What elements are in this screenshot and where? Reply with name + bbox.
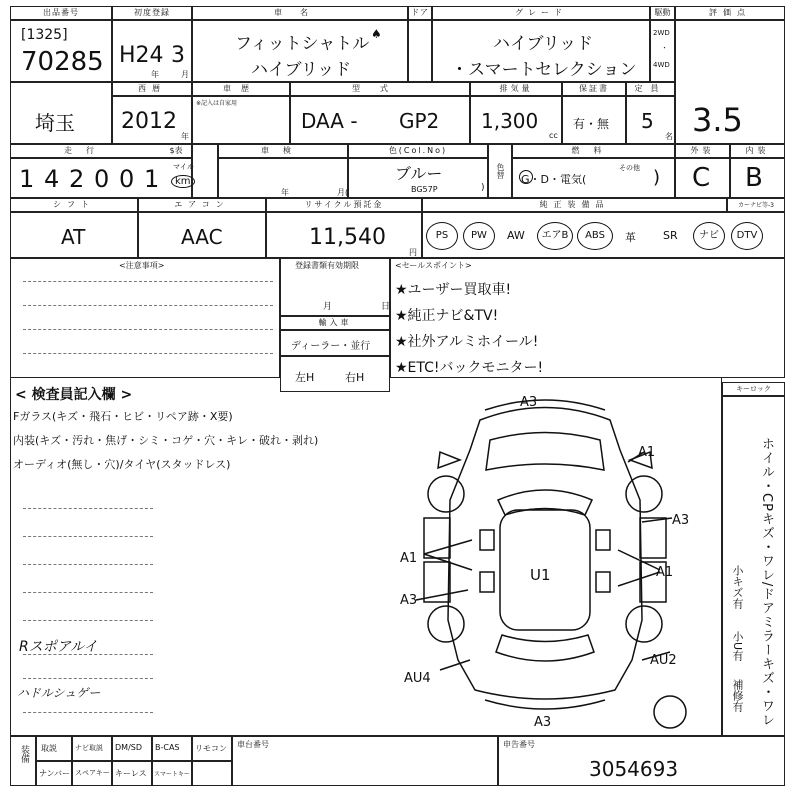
acc-smart-key: [152, 761, 192, 786]
acc-empty: [192, 761, 232, 786]
acc-manual-label: 取説: [41, 744, 57, 753]
key-type-label-cell: [727, 198, 785, 212]
inspection-label: 車検: [261, 146, 305, 155]
fuel-options: G・D・電気(: [521, 173, 587, 186]
displacement: 1,300: [481, 109, 539, 133]
vin-cell: [232, 736, 498, 786]
car-name-line2: ハイブリッド: [251, 60, 352, 80]
mark-rear-left: AU4: [404, 671, 431, 686]
model-year-unit: 年: [181, 132, 189, 141]
door-label-cell: [408, 6, 432, 20]
equip-pw: PW: [463, 222, 495, 250]
equip-aw: AW: [507, 229, 525, 242]
displacement-cell: [470, 96, 562, 144]
mileage-cell: [10, 158, 192, 198]
warranty-label-cell: [562, 82, 626, 96]
side-note-2: 小キズ有: [731, 565, 744, 609]
km-circled: km: [171, 175, 195, 188]
lot-prefix: [1325]: [21, 27, 68, 43]
score-cell: [675, 20, 785, 144]
body-note: ※記入は自家用: [196, 100, 238, 107]
mileage-sub-cell: [192, 144, 218, 198]
mileage-digit-1: 1: [19, 165, 35, 193]
equip-dtv: DTV: [731, 222, 763, 250]
side-note-4: 補修有: [731, 679, 744, 712]
side-notes-cell: [722, 396, 785, 736]
caution-line-3: [23, 329, 273, 330]
interior-line: 内装(キズ・汚れ・焦げ・シミ・コゲ・穴・キレ・破れ・剥れ): [13, 434, 319, 447]
drive-dot: ・: [661, 44, 668, 52]
mark-left-doors: A1: [400, 551, 418, 566]
reg-doc-cell: [280, 258, 390, 316]
sales-point-2: ★純正ナビ&TV!: [395, 308, 499, 324]
fuel-selected-circle: [519, 170, 533, 184]
insp-line-8: [23, 712, 153, 713]
handwritten-note-2: ハドルシュゲー: [17, 686, 101, 700]
mark-left-rear: A3: [400, 593, 418, 608]
body-label: 車歴: [223, 84, 259, 93]
recycle-value: 11,540: [309, 225, 386, 250]
pref-cell: [10, 82, 112, 144]
acc-keyless-label: キーレス: [115, 769, 147, 778]
model-year-label: 西暦: [138, 84, 166, 93]
body-label-cell: [192, 82, 290, 96]
color-paren: ): [481, 183, 485, 193]
grade-line1: ハイブリッド: [493, 34, 594, 54]
capacity-unit: 名: [665, 132, 673, 141]
acc-remote-label: リモコン: [195, 744, 227, 753]
sales-point-1: ★ユーザー買取車!: [395, 282, 512, 298]
left-handle: 左H: [295, 371, 315, 384]
color-label-cell: [348, 144, 488, 158]
body-cell: [192, 96, 290, 144]
type-cell: [290, 96, 470, 144]
windshield-line: Fガラス(キズ・飛石・ヒビ・リペア跡・X要): [13, 410, 233, 423]
mark-rear-right: AU2: [650, 653, 677, 668]
capacity-label: 定員: [634, 84, 667, 93]
recycle-label: リサイクル預託金: [304, 200, 384, 209]
acc-spare-key-label: スペアキー: [75, 769, 110, 777]
equip-ps: PS: [426, 222, 458, 250]
shift-value: AT: [61, 225, 86, 249]
car-name-label-cell: [192, 6, 408, 20]
side-note-3: 小U有: [731, 631, 744, 662]
mark-front-top: A3: [520, 395, 538, 410]
car-name-line1: フィットシャトル: [235, 34, 370, 54]
color-label: 色(Col.No): [388, 146, 448, 155]
acc-plate: [36, 761, 72, 786]
grade-line2: ・スマートセレクション: [451, 60, 637, 80]
sales-point-3: ★社外アルミホイール!: [395, 334, 539, 350]
side-note-1: ホイル・CPキズ・ワレ/ドアミラーキズ・ワレ: [759, 437, 774, 728]
lot-label-cell: [10, 6, 112, 20]
key-lock-label: キーロック: [736, 385, 771, 393]
type-code1: DAA -: [301, 109, 358, 133]
insp-month-unit: 月(: [337, 188, 349, 197]
dealer-cell: [280, 330, 390, 356]
mileage-sub-label: $表: [169, 146, 183, 155]
acc-manual: [36, 736, 72, 761]
key-type-label: カーナビ等-3: [738, 202, 774, 209]
color-value: ブルー: [395, 164, 443, 183]
insp-line-3: [23, 564, 153, 565]
handwritten-note-1: Rスポアルイ: [19, 639, 98, 655]
import-label-cell: [280, 316, 390, 330]
lot-number: 70285: [21, 47, 104, 77]
maker-mark-icon: ♠: [371, 27, 382, 41]
drive-cell: [650, 20, 675, 82]
door-cell: [408, 20, 432, 82]
car-damage-diagram: [380, 390, 720, 736]
shift-cell: [10, 212, 138, 258]
insp-line-7: [23, 678, 153, 679]
reg-doc-label: 登録書類有効期限: [295, 261, 359, 270]
fuel-paren: ): [653, 167, 661, 188]
capacity: 5: [641, 109, 654, 133]
interior-cell: [730, 158, 785, 198]
drive-4wd: 4WD: [653, 61, 670, 69]
mileage-digit-3: 2: [69, 165, 85, 193]
caution-line-2: [23, 305, 273, 306]
acc-navi-manual: [72, 736, 112, 761]
equipment-cell: [422, 212, 785, 258]
sales-point-4: ★ETC!バックモニター!: [395, 360, 544, 376]
acc-bcas-label: B-CAS: [155, 743, 180, 752]
cc-unit: cc: [549, 131, 558, 140]
serial-number: 3054693: [589, 757, 679, 781]
acc-bcas: [152, 736, 192, 761]
door-label: ドア: [411, 8, 429, 17]
mileage-digit-4: 0: [94, 165, 110, 193]
displacement-label: 排気量: [499, 84, 533, 93]
grade-label: グレード: [515, 8, 567, 17]
first-reg-cell: [112, 20, 192, 82]
acc-dmsd-label: DM/SD: [115, 743, 142, 752]
type-label-cell: [290, 82, 470, 96]
shift-label-cell: [10, 198, 138, 212]
mileage-label: 走行: [64, 146, 108, 155]
interior-label: 内装: [745, 146, 770, 155]
displacement-label-cell: [470, 82, 562, 96]
caution-label: <注意事項>: [119, 261, 165, 270]
equipment-label: 純正装備品: [539, 200, 610, 209]
car-name-cell: [192, 20, 408, 82]
exterior-label: 外装: [690, 146, 715, 155]
lot-cell: [10, 20, 112, 82]
insp-line-2: [23, 536, 153, 537]
mileage-digit-5: 0: [119, 165, 135, 193]
warranty-label: 保証書: [579, 84, 609, 93]
exterior-label-cell: [675, 144, 730, 158]
audio-tire-line: オーディオ(無し・穴)/タイヤ(スタッドレス): [13, 458, 231, 471]
prefecture: 埼玉: [35, 111, 75, 135]
accessories-label: 装備: [19, 745, 29, 763]
recycle-cell: [266, 212, 422, 258]
recycle-label-cell: [266, 198, 422, 212]
mark-right-doors: A1: [656, 565, 674, 580]
model-year-cell: [112, 96, 192, 144]
serial-label: 申告番号: [503, 740, 535, 749]
acc-remote: [192, 736, 232, 761]
insp-year-unit: 年: [281, 188, 289, 197]
acc-spare-key: [72, 761, 112, 786]
dealer-parallel: ディーラー・並行: [291, 341, 371, 352]
drive-label: 駆動: [654, 8, 671, 17]
mark-right-side: A3: [672, 513, 690, 528]
drive-label-cell: [650, 6, 675, 20]
inspection-cell: [218, 158, 348, 198]
reg-doc-day: 日: [381, 302, 391, 312]
inspector-title: < 検査員記入欄 >: [15, 387, 133, 403]
right-handle: 右H: [345, 371, 365, 384]
acc-plate-label: ナンバー: [39, 769, 71, 778]
grade-label-cell: [432, 6, 650, 20]
serial-cell: [498, 736, 785, 786]
score-label-cell: [675, 6, 785, 20]
drive-2wd: 2WD: [653, 29, 670, 37]
interior-grade: B: [745, 163, 763, 193]
acc-navi-manual-label: ナビ取説: [75, 744, 103, 752]
type-code2: GP2: [399, 109, 440, 133]
reg-doc-month: 月: [323, 302, 333, 312]
score-value: 3.5: [692, 101, 743, 139]
model-year: 2012: [121, 109, 177, 134]
fuel-label-cell: [512, 144, 675, 158]
capacity-cell: [626, 96, 675, 144]
accessories-label-cell: [10, 736, 36, 786]
first-reg-label-cell: [112, 6, 192, 20]
equipment-label-cell: [422, 198, 727, 212]
key-lock-label-cell: [722, 382, 785, 396]
acc-smart-key-label: スマートキー: [154, 771, 190, 778]
vin-label: 車台番号: [237, 740, 269, 749]
insp-line-6: [23, 654, 153, 655]
ac-cell: [138, 212, 266, 258]
sales-label: <セールスポイント>: [395, 261, 472, 270]
insp-line-1: [23, 508, 153, 509]
equip-navi: ナビ: [693, 222, 725, 250]
sales-cell: [390, 258, 785, 378]
inspection-label-cell: [218, 144, 348, 158]
mark-roof: U1: [530, 566, 551, 584]
caution-cell: [10, 258, 280, 378]
equip-abs: ABS: [577, 222, 613, 250]
color-change-cell: [488, 144, 512, 198]
caution-line-4: [23, 353, 273, 354]
score-label: 評価点: [709, 8, 751, 17]
lot-label: 出品番号: [43, 8, 79, 17]
insp-line-5: [23, 620, 153, 621]
equip-airbag: エアB: [537, 222, 573, 250]
mile-text: マイル: [173, 163, 194, 171]
ac-value: AAC: [181, 225, 223, 249]
fuel-cell: [512, 158, 675, 198]
era-year: H24: [119, 43, 164, 68]
caution-line-1: [23, 281, 273, 282]
fuel-other: その他: [619, 164, 640, 172]
color-change-label: 色替: [496, 163, 505, 179]
type-label: 型式: [352, 84, 408, 93]
exterior-grade: C: [692, 163, 711, 193]
exterior-cell: [675, 158, 730, 198]
interior-label-cell: [730, 144, 785, 158]
import-label: 輸入車: [318, 318, 352, 327]
grade-cell: [432, 20, 650, 82]
mark-rear-bottom: A3: [534, 715, 552, 730]
capacity-label-cell: [626, 82, 675, 96]
acc-keyless: [112, 761, 152, 786]
year-unit: 年: [151, 70, 159, 79]
car-name-label: 車名: [274, 8, 326, 17]
shift-label: シフト: [53, 200, 95, 209]
fuel-label: 燃料: [571, 146, 616, 155]
ac-label: エアコン: [174, 200, 230, 209]
model-year-label-cell: [112, 82, 192, 96]
warranty: 有・無: [573, 117, 610, 131]
insp-line-4: [23, 592, 153, 593]
mileage-digit-6: 1: [144, 165, 160, 193]
ac-label-cell: [138, 198, 266, 212]
month-unit: 月: [181, 70, 189, 79]
reg-month: 3: [171, 43, 185, 68]
first-reg-label: 初度登録: [134, 8, 170, 17]
color-cell: [348, 158, 488, 198]
recycle-unit: 円: [409, 248, 417, 257]
acc-dmsd: [112, 736, 152, 761]
mark-upper-right: A1: [638, 445, 656, 460]
mileage-digit-2: 4: [44, 165, 60, 193]
mileage-label-cell: [10, 144, 192, 158]
warranty-cell: [562, 96, 626, 144]
equip-sr: SR: [663, 229, 678, 242]
equip-leather: 革: [625, 231, 636, 244]
color-code: BG57P: [411, 185, 438, 194]
